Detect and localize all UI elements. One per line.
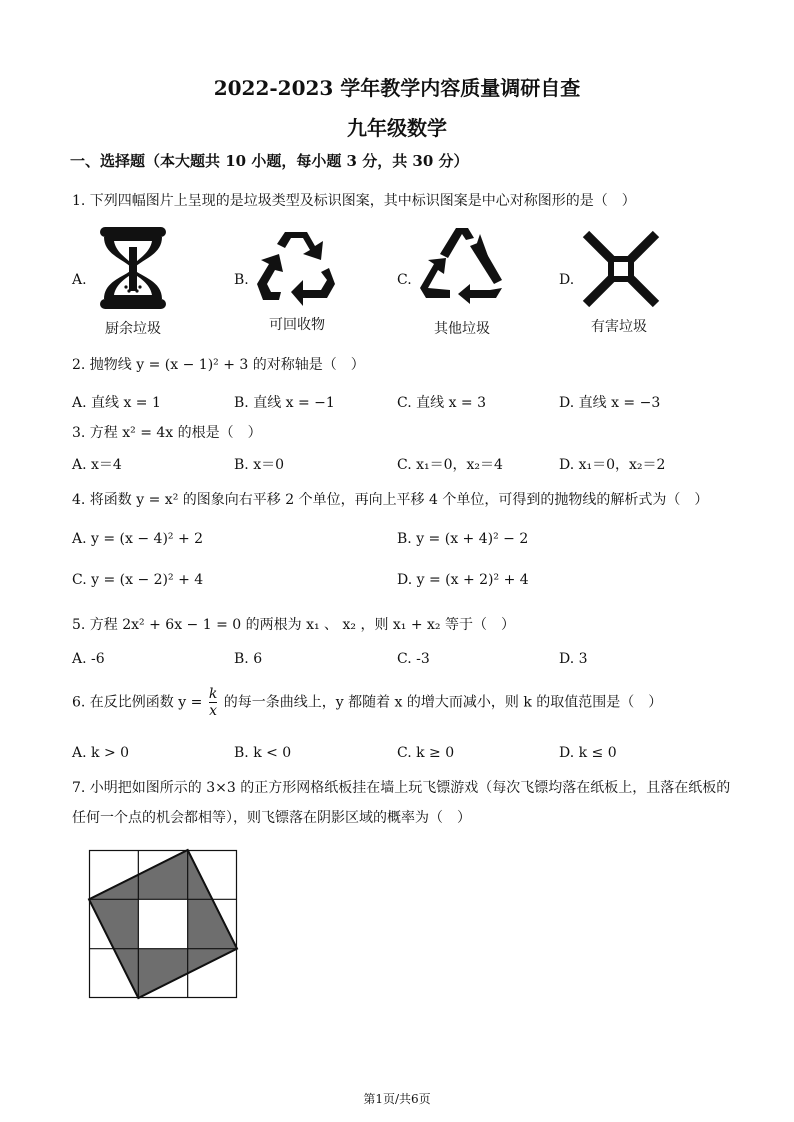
section-heading: 一、选择题（本大题共 10 小题，每小题 3 分，共 30 分） (70, 152, 469, 170)
q6-fraction-numerator: k (208, 686, 218, 702)
q3-option-d: D. x₁＝0，x₂＝2 (559, 457, 666, 473)
question-1-text: 1. 下列四幅图片上呈现的是垃圾类型及标识图案，其中标识图案是中心对称图形的是（ ） (72, 193, 636, 209)
q6-fraction-denominator: x (209, 703, 217, 719)
q1-option-d-caption: 有害垃圾 (591, 319, 647, 335)
q5-option-d: D. 3 (559, 651, 588, 667)
q1-option-a-caption: 厨余垃圾 (105, 321, 161, 337)
q1-option-c-caption: 其他垃圾 (434, 321, 490, 337)
q6-option-c: C. k ≥ 0 (397, 745, 455, 761)
q1-option-b-letter: B. (234, 272, 249, 288)
question-7-line-1: 7. 小明把如图所示的 3×3 的正方形网格纸板挂在墙上玩飞镖游戏（每次飞镖均落在纸板上，且落在纸板的 (72, 780, 731, 796)
q3-option-c: C. x₁＝0，x₂＝4 (397, 457, 503, 473)
kitchen-waste-icon (96, 225, 170, 313)
q6-text-after: 的每一条曲线上，y 都随着 x 的增大而减小，则 k 的取值范围是（ ） (223, 694, 663, 711)
hazardous-waste-icon (582, 230, 660, 308)
page-subtitle: 九年级数学 (347, 116, 447, 140)
question-3-text: 3. 方程 x² = 4x 的根是（ ） (72, 425, 262, 441)
q6-option-a: A. k > 0 (72, 745, 130, 761)
q1-option-d-letter: D. (559, 272, 575, 288)
q5-option-a: A. -6 (72, 651, 105, 667)
q5-option-b: B. 6 (234, 651, 263, 667)
q2-option-c: C. 直线 x = 3 (397, 395, 486, 411)
question-2-text: 2. 抛物线 y = (x − 1)² + 3 的对称轴是（ ） (72, 357, 365, 373)
q4-option-b: B. y = (x + 4)² − 2 (397, 531, 529, 547)
page-number: 第1页/共6页 (363, 1092, 431, 1106)
q1-option-b-caption: 可回收物 (269, 317, 325, 333)
q4-option-a: A. y = (x − 4)² + 2 (72, 531, 204, 547)
question-6-text (72, 686, 662, 719)
q4-option-d: D. y = (x + 2)² + 4 (397, 572, 529, 588)
grid-figure (89, 850, 237, 998)
q6-text-before: 6. 在反比例函数 y = (72, 694, 203, 711)
q1-option-a-letter: A. (72, 272, 87, 288)
q2-option-d: D. 直线 x = −3 (559, 395, 661, 411)
other-waste-icon (418, 226, 506, 308)
q3-option-a: A. x＝4 (72, 457, 122, 473)
q4-option-c: C. y = (x − 2)² + 4 (72, 572, 204, 588)
q2-option-b: B. 直线 x = −1 (234, 395, 335, 411)
q2-option-a: A. 直线 x = 1 (72, 395, 161, 411)
recyclable-icon (255, 228, 339, 308)
page-title: 2022-2023 学年教学内容质量调研自查 (213, 76, 581, 100)
q6-fraction (209, 686, 217, 719)
q1-option-c-letter: C. (397, 272, 412, 288)
question-4-text: 4. 将函数 y = x² 的图象向右平移 2 个单位，再向上平移 4 个单位，可得到的抛物线的解析式为（ ） (72, 492, 709, 508)
question-7-line-2: 任何一个点的机会都相等），则飞镖落在阴影区域的概率为（ ） (72, 810, 471, 826)
q6-option-d: D. k ≤ 0 (559, 745, 617, 761)
question-5-text: 5. 方程 2x² + 6x − 1 = 0 的两根为 x₁ 、 x₂ ，则 x₁ + x₂ 等于（ ） (72, 617, 515, 633)
q5-option-c: C. -3 (397, 651, 430, 667)
q3-option-b: B. x＝0 (234, 457, 284, 473)
q6-option-b: B. k < 0 (234, 745, 292, 761)
